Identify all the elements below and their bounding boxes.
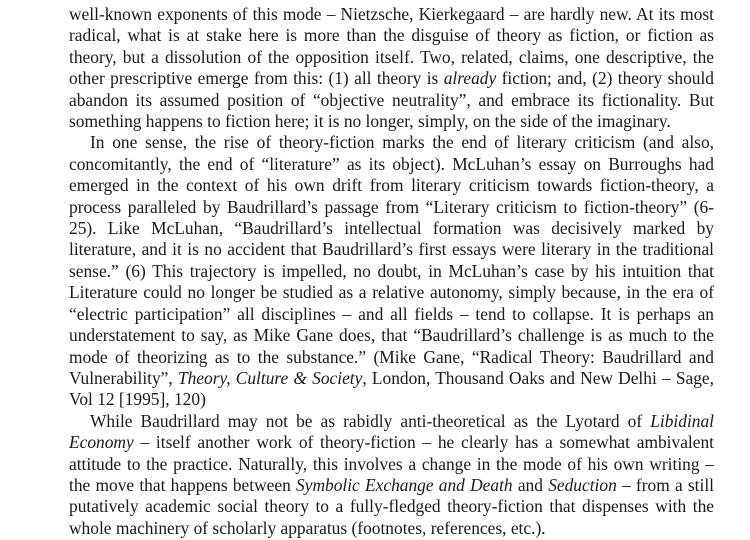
text-segment: and — [512, 474, 549, 495]
italic-text-segment: Libidinal Economy — [69, 410, 714, 453]
text-segment: In one sense, the rise of theory-fiction marks the end of literary criticism (and also, concomitantly, the end of “literature” as its object). McLuhan’s essay on Burroughs had emerged in the context of his own drift from literary criticism towards fiction-theory, a process paralleled by Baudrillard’s passage from “Literary criticism to fiction-theory” (6-25). Like McLuhan, “Baudrillard’s intellectual formation was decisively marked by literature, and it is no accident that Baudrillard’s first essays were literary in the traditional sense.” (6) This trajectory is impelled, no doubt, in McLuhan’s case by his intuition that Literature could no longer be studied as a relative autonomy, simply because, in the era of “electric participation” all disciplines – and all fields – tend to collapse. It is perhaps an understatement to say, as Mike Gane does, that “Baudrillard’s challenge is as much to the mode of theorizing as to the substance.” (Mike Gane, “Radical Theory: Baudrillard and Vulnerability”, — [69, 132, 714, 388]
text-segment: , London, Thousand Oaks and New Delhi – Sage, Vol 12 [1995], 120) — [69, 367, 714, 410]
body-text — [69, 4, 714, 539]
paragraph-1 — [69, 4, 714, 132]
italic-text-segment: Theory, Culture & Society — [177, 367, 363, 388]
text-segment: – from a still putatively academic social theory to a fully-fledged theory-fiction that dispenses with the whole machinery of scholarly apparatus (footnotes, references, etc.). — [69, 474, 714, 538]
italic-text-segment: already — [443, 68, 497, 89]
text-segment: well-known exponents of this mode – Nietzsche, Kierkegaard – are hardly new. At its most radical, what is at stake here is more than the disguise of theory as fiction, or fiction as theory, but a dissolution of the opposition itself. Two, related, claims, one descriptive, the other prescriptive emerge from this: (1) all theory is — [69, 4, 714, 89]
italic-text-segment: Seduction — [548, 474, 617, 495]
text-segment: – itself another work of theory-fiction – he clearly has a somewhat ambivalent attitude to the practice. Naturally, this involves a change in the mode of his own writing – the move that happens between — [69, 432, 714, 495]
italic-text-segment: Symbolic Exchange and Death — [296, 474, 513, 495]
text-segment: While Baudrillard may not be as rabidly anti-theoretical as the Lyotard of — [90, 410, 651, 431]
paragraph-3 — [69, 411, 714, 539]
paragraph-2 — [69, 132, 714, 410]
text-segment: fiction; and, (2) theory should abandon its assumed position of “objective neutrality”, and embrace its fictionality. But something happens to fiction here; it is no longer, simply, on the side of the imaginary. — [69, 68, 714, 132]
